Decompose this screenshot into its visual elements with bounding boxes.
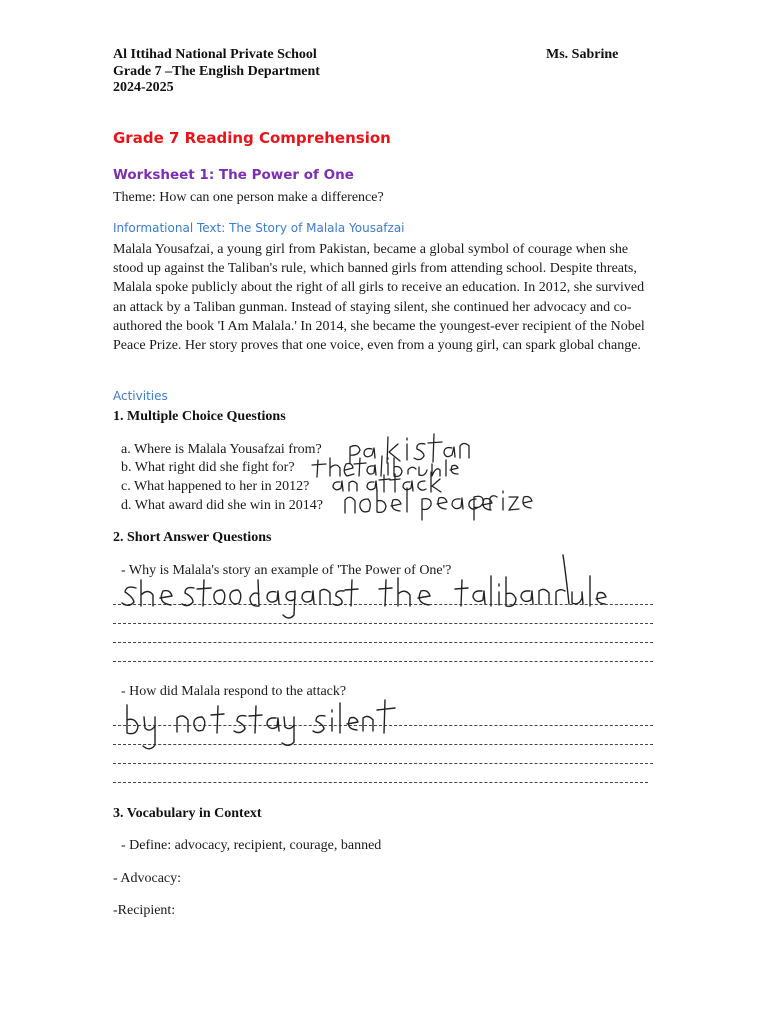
activities-heading: Activities — [113, 389, 168, 403]
vocab-item-recipient: -Recipient: — [113, 903, 176, 918]
short-answer-question-1: - Why is Malala's story an example of 'The Power of One'? — [121, 563, 452, 578]
handwritten-answer-q2 — [127, 700, 395, 749]
department: Grade 7 –The English Department — [113, 64, 320, 79]
page-title: Grade 7 Reading Comprehension — [113, 129, 391, 147]
mcq-question-b: b. What right did she fight for? — [121, 460, 295, 475]
mcq-question-a: a. Where is Malala Yousafzai from? — [121, 442, 322, 457]
vocabulary-prompt: - Define: advocacy, recipient, courage, banned — [121, 838, 382, 853]
section2-heading: 2. Short Answer Questions — [113, 530, 272, 545]
school-year: 2024-2025 — [113, 80, 174, 95]
teacher-name: Ms. Sabrine — [546, 47, 619, 62]
mcq-question-c: c. What happened to her in 2012? — [121, 479, 310, 494]
school-name: Al Ittihad National Private School — [113, 47, 317, 62]
worksheet-title: Worksheet 1: The Power of One — [113, 167, 354, 183]
theme-line: Theme: How can one person make a difference? — [113, 190, 384, 205]
mcq-question-d: d. What award did she win in 2014? — [121, 498, 323, 513]
handwritten-answer-q1 — [122, 555, 606, 618]
vocab-item-advocacy: - Advocacy: — [113, 871, 182, 886]
section3-heading: 3. Vocabulary in Context — [113, 806, 262, 821]
section1-heading: 1. Multiple Choice Questions — [113, 409, 286, 424]
reading-paragraph: Malala Yousafzai, a young girl from Pakistan, became a global symbol of courage when she stood up against the Taliban's rule, which banned girls from attending school. Despite threats, Malala spoke publicly about the right of all girls to receive an education. In 2012, she survived an attack by a Taliban gunman. Instead of staying silent, she continued her advocacy and co-authored the book 'I Am Malala.' In 2014, she became the youngest-ever recipient of the Nobel Peace Prize. Her story proves that one voice, even from a young girl, can spark global change. — [113, 242, 645, 354]
short-answer-question-2: - How did Malala respond to the attack? — [121, 684, 347, 699]
text-heading: Informational Text: The Story of Malala Yousafzai — [113, 221, 405, 235]
